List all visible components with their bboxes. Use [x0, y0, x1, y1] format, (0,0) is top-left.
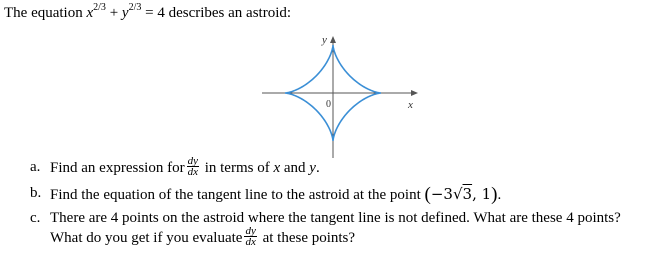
part-c-marker: c. — [30, 210, 41, 226]
frac-numerator-2: dy — [245, 225, 256, 237]
part-a-text — [50, 155, 320, 179]
part-b-end: . — [497, 187, 502, 203]
astroid-figure — [260, 30, 420, 160]
intro-prefix: The equation — [4, 5, 87, 21]
dy-dx-fraction — [187, 156, 199, 177]
eq-x: x — [86, 5, 94, 21]
part-c-line1: There are 4 points on the astroid where the tangent line is not defined. What are these 4 points? — [50, 210, 621, 226]
var-x: x — [273, 159, 281, 176]
exponent-2: 2/3 — [128, 2, 142, 13]
part-c-line2-before: What do you get if you evaluate — [50, 229, 243, 246]
part-b — [30, 184, 656, 205]
part-c-line2 — [50, 225, 621, 249]
problem-intro — [4, 2, 291, 24]
point-neg: −3 — [430, 185, 453, 203]
part-a-end: . — [315, 159, 320, 176]
part-c — [30, 209, 656, 249]
var-y: y — [309, 159, 316, 176]
part-c-text — [50, 209, 621, 249]
y-axis-arrow — [330, 36, 336, 43]
part-a-marker: a. — [30, 159, 41, 175]
dy-dx-fraction-2 — [244, 226, 256, 247]
part-a-and: and — [280, 159, 310, 176]
sqrt-symbol: √ — [452, 185, 463, 203]
close-paren: ) — [491, 184, 498, 205]
x-axis-label: x — [408, 99, 413, 111]
part-a-after: in terms of — [200, 159, 274, 176]
part-c-line2-after: at these points? — [258, 229, 356, 246]
intro-suffix: = 4 describes an astroid: — [141, 5, 292, 21]
sqrt-argument: 3 — [462, 185, 473, 203]
frac-denominator-2: dx — [245, 236, 256, 248]
origin-label: 0 — [326, 99, 331, 110]
part-b-sentence: Find the equation of the tangent line to the astroid at the point — [50, 187, 425, 203]
question-parts — [30, 155, 656, 253]
frac-denominator: dx — [187, 166, 198, 178]
part-b-marker: b. — [30, 185, 42, 201]
point-rest: , 1 — [472, 185, 492, 203]
exponent-1: 2/3 — [93, 2, 106, 13]
frac-numerator: dy — [187, 155, 198, 167]
astroid-graph — [260, 30, 420, 160]
part-b-text — [50, 184, 501, 205]
eq-plus: + — [105, 5, 122, 21]
y-axis-label: y — [322, 34, 327, 46]
x-axis-arrow — [411, 90, 418, 96]
part-a — [30, 155, 656, 180]
eq-y: y — [121, 5, 129, 21]
part-a-before: Find an expression for — [50, 159, 185, 176]
open-paren: ( — [424, 184, 431, 205]
